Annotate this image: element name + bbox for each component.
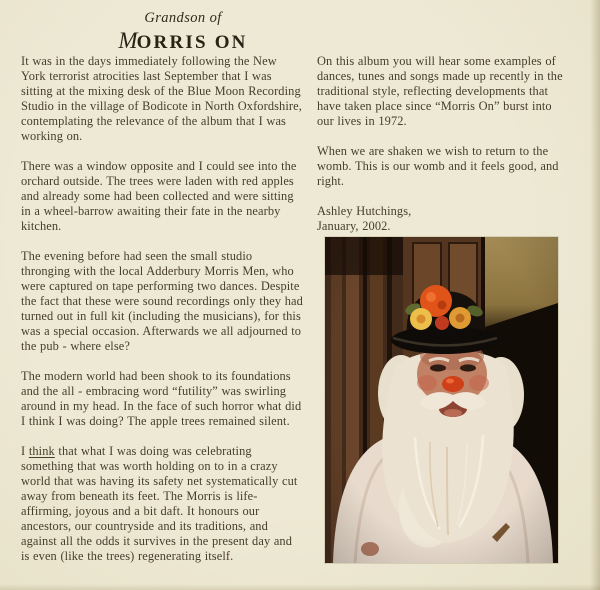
page-header: [33, 10, 333, 54]
right-text-column: [317, 54, 571, 234]
paragraph-album-intro: On this album you will hear some examples of dances, tunes and songs made up recently in the traditional style, reflecting developments that have taken place since “Morris On” burst into our lives in 1972.: [317, 54, 563, 128]
final-paragraph-underlined-word: think: [28, 444, 55, 458]
portrait-photo-art: [325, 237, 558, 563]
signature-date: January, 2002.: [317, 219, 391, 233]
scan-edge-shadow-right: [590, 0, 600, 590]
portrait-photo: [325, 237, 558, 563]
scan-edge-shadow-bottom: [0, 584, 600, 590]
paragraph-womb: When we are shaken we wish to return to the womb. This is our womb and it feels good, and right.: [317, 144, 559, 188]
series-title: Grandson of: [144, 10, 222, 26]
final-paragraph-pre: I: [21, 444, 29, 458]
album-title: [33, 28, 333, 54]
album-title-rest: ORRIS ON: [136, 32, 248, 53]
photo-vignette: [325, 237, 558, 563]
paragraph-futility: The modern world had been shook to its foundations and the all - embracing word “futility” was swirling around in my head. In the face of such horror what did I think I was doing? The apple trees remained silent.: [21, 369, 302, 428]
paragraph-morris-men: The evening before had seen the small studio thronging with the local Adderbury Morris Men, who were captured on tape performing two dances. Despite the fact that these were sound recordings only they had turned out in full kit (including the musicians), for this was a special occasion. Afterwards we all adjourned to the pub - where else?: [21, 249, 303, 353]
paragraph-celebration: [21, 444, 303, 564]
left-text-column: [21, 54, 303, 579]
paragraph-orchard: There was a window opposite and I could see into the orchard outside. The trees were laden with red apples and already some had been collected and were sitting in a wheel-barrow awaiting their fate in the nearby kitchen.: [21, 159, 297, 233]
final-paragraph-rest: that what I was doing was celebrating something that was worth holding on to in a crazy world that was having its safety net systematically cut away from beneath its feet. The Morris is life-affirming, joyous and a bit daft. It honours our ancestors, our countryside and its traditions, and against all the odds it survives in the present day and is even (like the trees) regenerating itself.: [21, 444, 298, 563]
paragraph-studio: It was in the days immediately following the New York terrorist atrocities last September that I was sitting at the mixing desk of the Blue Moon Recording Studio in the village of Bodicote in North Oxfordshire, contemplating the relevance of the album that I was working on.: [21, 54, 302, 143]
signature-block: [317, 204, 571, 234]
signature-name: Ashley Hutchings,: [317, 204, 412, 218]
album-title-swash-initial: M: [118, 28, 138, 53]
